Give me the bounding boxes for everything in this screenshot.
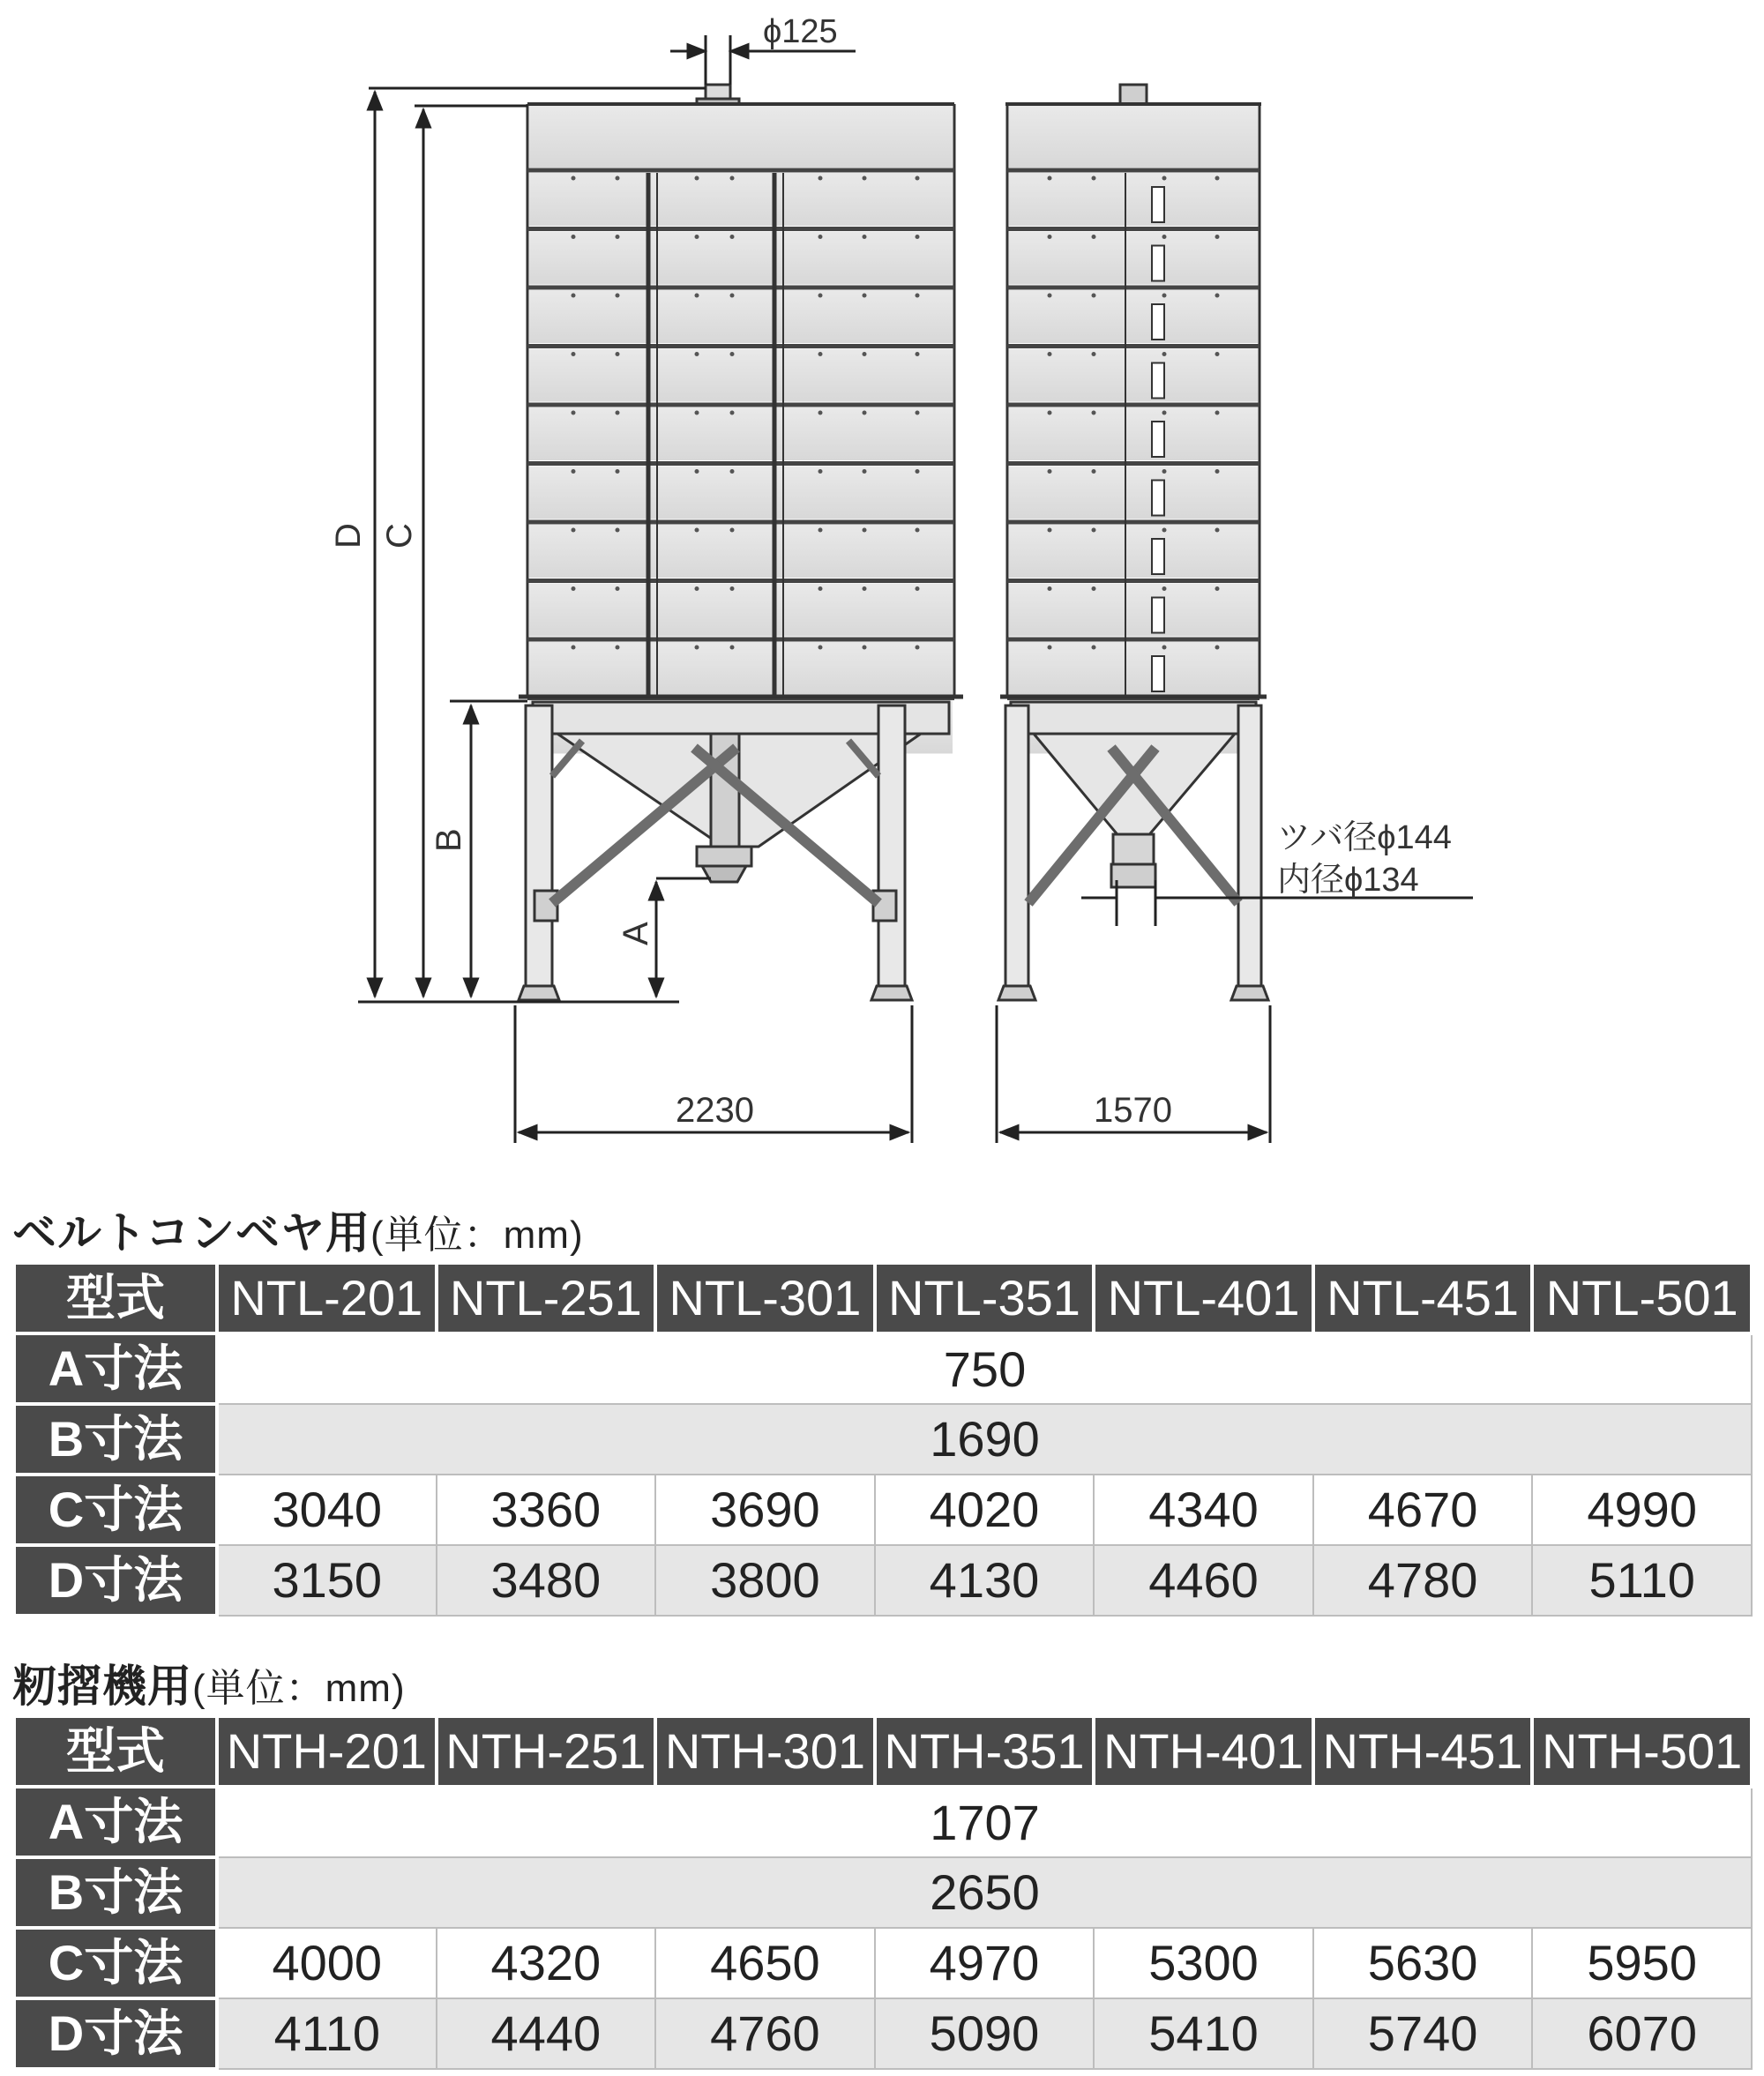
bolt-dot [572, 646, 576, 650]
model-cell: NTL-251 [437, 1263, 656, 1333]
bolt-dot [863, 528, 867, 533]
bolt-dot [1215, 411, 1220, 415]
silo-panel [529, 584, 953, 637]
inner-diameter-label: 内径ϕ134 [1277, 862, 1419, 899]
model-cell: NTH-351 [875, 1716, 1095, 1787]
row-label: D寸法 [14, 1998, 217, 2069]
flange-diameter-label: ツバ径ϕ144 [1277, 819, 1452, 856]
table-header-row [14, 1716, 1752, 1787]
table-cell: 5300 [1094, 1928, 1313, 1998]
table-cell: 4000 [217, 1928, 437, 1998]
dim-a-label: A [617, 922, 655, 945]
model-cell: NTH-201 [217, 1716, 437, 1787]
model-cell: NTL-201 [217, 1263, 437, 1333]
bolt-dot [818, 411, 823, 415]
row-label: B寸法 [14, 1857, 217, 1928]
husker-title: 籾摺機用 [12, 1662, 192, 1711]
bolt-dot [818, 469, 823, 474]
bolt-dot [1048, 586, 1052, 591]
ladder-slot [1152, 481, 1164, 516]
bolt-dot [572, 528, 576, 533]
model-cell: NTH-251 [437, 1716, 656, 1787]
table-cell: 4340 [1094, 1475, 1313, 1545]
bolt-dot [1048, 294, 1052, 298]
ladder-slot [1152, 598, 1164, 633]
bolt-dot [695, 176, 699, 181]
silo-panel [529, 349, 953, 402]
bolt-dot [863, 469, 867, 474]
bolt-dot [695, 352, 699, 356]
bolt-dot [572, 352, 576, 356]
bolt-dot [730, 469, 735, 474]
bolt-dot [695, 235, 699, 239]
model-cell: NTL-301 [655, 1263, 875, 1333]
table-cell: 1707 [217, 1787, 1752, 1857]
ladder-slot [1152, 539, 1164, 574]
table-cell: 4760 [655, 1998, 875, 2069]
bolt-dot [818, 294, 823, 298]
bolt-dot [616, 528, 620, 533]
bolt-dot [730, 352, 735, 356]
bolt-dot [1048, 411, 1052, 415]
bolt-dot [572, 411, 576, 415]
bolt-dot [863, 646, 867, 650]
row-label: A寸法 [14, 1333, 217, 1404]
bolt-dot [863, 235, 867, 239]
table-row [14, 1857, 1752, 1928]
bolt-dot [1215, 586, 1220, 591]
bolt-dot [818, 235, 823, 239]
bolt-dot [818, 586, 823, 591]
bolt-dot [1215, 176, 1220, 181]
bolt-dot [730, 294, 735, 298]
bolt-dot [616, 586, 620, 591]
bolt-dot [1092, 469, 1096, 474]
table-cell: 4440 [437, 1998, 656, 2069]
table-row [14, 1928, 1752, 1998]
table-cell: 5740 [1313, 1998, 1533, 2069]
silo-panel [529, 173, 953, 226]
bolt-dot [730, 411, 735, 415]
table-row [14, 1404, 1752, 1475]
table-row [14, 1787, 1752, 1857]
table-cell: 5410 [1094, 1998, 1313, 2069]
bolt-dot [1215, 294, 1220, 298]
table-row [14, 1333, 1752, 1404]
table-cell: 4320 [437, 1928, 656, 1998]
model-cell: NTL-501 [1532, 1263, 1752, 1333]
width-front-label: 2230 [676, 1091, 754, 1130]
table-cell: 3480 [437, 1545, 656, 1616]
table-cell: 3690 [655, 1475, 875, 1545]
table-cell: 5090 [875, 1998, 1095, 2069]
bolt-dot [916, 352, 920, 356]
bolt-dot [572, 294, 576, 298]
model-header: 型式 [14, 1716, 217, 1787]
bolt-dot [1092, 646, 1096, 650]
table-cell: 2650 [217, 1857, 1752, 1928]
belt-conveyor-table [12, 1261, 1753, 1617]
silo-panel [1009, 407, 1258, 460]
dim-d-label: D [329, 523, 368, 549]
husker-section-title [12, 1651, 406, 1714]
bolt-dot [1048, 528, 1052, 533]
bolt-dot [730, 235, 735, 239]
model-cell: NTL-451 [1313, 1263, 1533, 1333]
bolt-dot [1092, 176, 1096, 181]
bolt-dot [916, 176, 920, 181]
bolt-dot [916, 235, 920, 239]
bolt-dot [616, 469, 620, 474]
bolt-dot [863, 294, 867, 298]
model-cell: NTL-351 [875, 1263, 1095, 1333]
bolt-dot [730, 176, 735, 181]
bolt-dot [1162, 586, 1167, 591]
table-cell: 4110 [217, 1998, 437, 2069]
table-header-row [14, 1263, 1752, 1333]
bolt-dot [1092, 235, 1096, 239]
bolt-dot [616, 646, 620, 650]
table-cell: 1690 [217, 1404, 1752, 1475]
table-cell: 5950 [1532, 1928, 1752, 1998]
model-cell: NTH-451 [1313, 1716, 1533, 1787]
table-cell: 4670 [1313, 1475, 1533, 1545]
side-view [998, 85, 1268, 1000]
model-cell: NTH-301 [655, 1716, 875, 1787]
model-header: 型式 [14, 1263, 217, 1333]
table-cell: 3040 [217, 1475, 437, 1545]
bolt-dot [863, 586, 867, 591]
table-cell: 5110 [1532, 1545, 1752, 1616]
table-row [14, 1998, 1752, 2069]
silo-panel [1009, 349, 1258, 402]
bolt-dot [695, 411, 699, 415]
bolt-dot [1092, 294, 1096, 298]
silo-panel [529, 232, 953, 285]
silo-panel [529, 525, 953, 578]
bolt-dot [695, 528, 699, 533]
bolt-dot [695, 469, 699, 474]
ladder-slot [1152, 246, 1164, 281]
row-label: C寸法 [14, 1928, 217, 1998]
table-cell: 4650 [655, 1928, 875, 1998]
bolt-dot [1162, 528, 1167, 533]
bolt-dot [1215, 528, 1220, 533]
row-label: D寸法 [14, 1545, 217, 1616]
bolt-dot [863, 352, 867, 356]
pipe-diameter-label: ϕ125 [763, 13, 838, 50]
bolt-dot [1162, 294, 1167, 298]
silo-panel [529, 407, 953, 460]
silo-panel [1009, 173, 1258, 226]
table-row [14, 1545, 1752, 1616]
belt-conveyor-title: ベルトコンベヤ用 [12, 1208, 370, 1258]
table-cell: 4970 [875, 1928, 1095, 1998]
ladder-slot [1152, 187, 1164, 222]
bolt-dot [1162, 352, 1167, 356]
model-cell: NTH-501 [1532, 1716, 1752, 1787]
dim-b-label: B [430, 828, 468, 852]
bolt-dot [1162, 176, 1167, 181]
silo-panel [529, 467, 953, 519]
belt-conveyor-unit: (単位：mm) [370, 1213, 584, 1257]
row-label: A寸法 [14, 1787, 217, 1857]
bolt-dot [916, 469, 920, 474]
bolt-dot [916, 528, 920, 533]
table-cell: 4780 [1313, 1545, 1533, 1616]
belt-conveyor-section-title [12, 1198, 584, 1261]
silo-panel [1009, 642, 1258, 695]
row-label: B寸法 [14, 1404, 217, 1475]
bolt-dot [730, 646, 735, 650]
bolt-dot [818, 176, 823, 181]
table-cell: 750 [217, 1333, 1752, 1404]
model-cell: NTL-401 [1094, 1263, 1313, 1333]
table-cell: 6070 [1532, 1998, 1752, 2069]
bolt-dot [695, 646, 699, 650]
bolt-dot [916, 646, 920, 650]
table-cell: 3800 [655, 1545, 875, 1616]
bolt-dot [616, 294, 620, 298]
row-label: C寸法 [14, 1475, 217, 1545]
silo-panel [1009, 467, 1258, 519]
table-cell: 5630 [1313, 1928, 1533, 1998]
table-row [14, 1475, 1752, 1545]
bolt-dot [818, 352, 823, 356]
bolt-dot [1092, 528, 1096, 533]
bolt-dot [1215, 352, 1220, 356]
ladder-slot [1152, 363, 1164, 399]
bolt-dot [1048, 469, 1052, 474]
bolt-dot [616, 235, 620, 239]
bolt-dot [916, 411, 920, 415]
silo-panel [1009, 232, 1258, 285]
bolt-dot [1048, 235, 1052, 239]
width-side-label: 1570 [1094, 1091, 1172, 1130]
bolt-dot [1215, 469, 1220, 474]
bolt-dot [863, 176, 867, 181]
model-cell: NTH-401 [1094, 1716, 1313, 1787]
bolt-dot [616, 176, 620, 181]
silo-panel [529, 642, 953, 695]
ladder-slot [1152, 304, 1164, 340]
bolt-dot [1162, 646, 1167, 650]
bolt-dot [730, 528, 735, 533]
bolt-dot [1048, 352, 1052, 356]
table-cell: 4990 [1532, 1475, 1752, 1545]
ladder-slot [1152, 656, 1164, 691]
table-cell: 3150 [217, 1545, 437, 1616]
bolt-dot [1162, 469, 1167, 474]
bolt-dot [730, 586, 735, 591]
silo-panel [1009, 525, 1258, 578]
table-cell: 3360 [437, 1475, 656, 1545]
bolt-dot [1162, 411, 1167, 415]
table-cell: 4460 [1094, 1545, 1313, 1616]
bolt-dot [1092, 586, 1096, 591]
bolt-dot [572, 235, 576, 239]
silo-panel [1009, 290, 1258, 343]
bolt-dot [1092, 352, 1096, 356]
bolt-dot [695, 294, 699, 298]
bolt-dot [1215, 646, 1220, 650]
bolt-dot [916, 586, 920, 591]
bolt-dot [572, 176, 576, 181]
husker-unit: (単位：mm) [192, 1667, 406, 1710]
bolt-dot [1048, 646, 1052, 650]
husker-table [12, 1714, 1753, 2071]
bolt-dot [818, 528, 823, 533]
bolt-dot [572, 469, 576, 474]
bolt-dot [818, 646, 823, 650]
bolt-dot [616, 352, 620, 356]
bolt-dot [863, 411, 867, 415]
bolt-dot [1092, 411, 1096, 415]
bolt-dot [1162, 235, 1167, 239]
bolt-dot [1048, 176, 1052, 181]
table-cell: 4020 [875, 1475, 1095, 1545]
bolt-dot [572, 586, 576, 591]
table-cell: 4130 [875, 1545, 1095, 1616]
bolt-dot [616, 411, 620, 415]
bolt-dot [916, 294, 920, 298]
silo-panel [1009, 584, 1258, 637]
ladder-slot [1152, 422, 1164, 457]
bolt-dot [1215, 235, 1220, 239]
front-view [519, 85, 963, 1000]
silo-panel [529, 290, 953, 343]
bolt-dot [695, 586, 699, 591]
dim-c-label: C [380, 523, 419, 549]
